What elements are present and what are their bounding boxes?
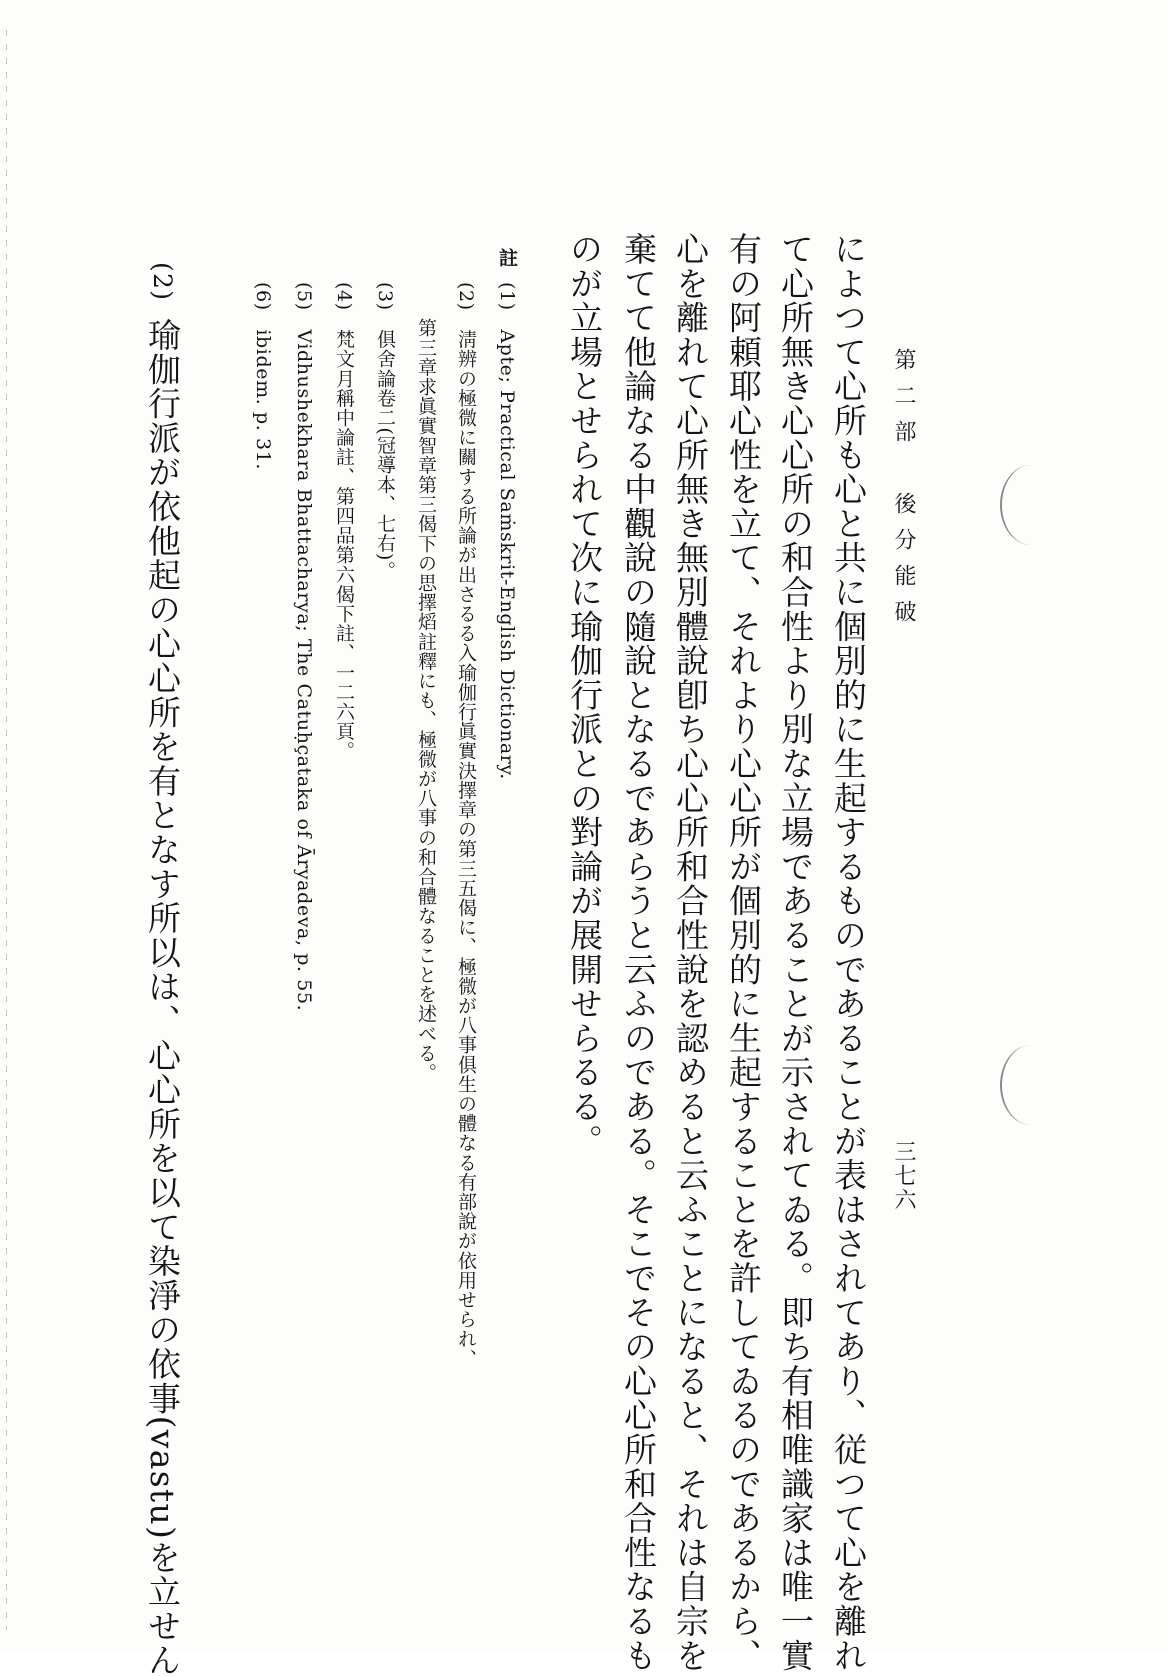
note-text: 梵文月稱中論註、第四品第六偈下註、一二六頁。 [333, 329, 355, 761]
body-line: によつて心所も心と共に個別的に生起するものであることが表はされてあり、従つて心を離れ [829, 232, 868, 1673]
note-text: 淸辨の極微に關する所論が出さるる入瑜伽行眞實決擇章の第三五偈に、極微が八事俱生の體なる有部說が依用せられ、 [455, 329, 477, 1369]
body-line: のが立場とせられて次に瑜伽行派との對論が展開せらるる。 [565, 232, 604, 1159]
note-number: (1) [496, 282, 518, 311]
margin-punch-mark [1000, 465, 1062, 545]
note-text: Vidhushekhara Bhattacharya; The Catuḥçataka of Āryadeva, p. 55. [293, 329, 315, 1012]
page-number: 三七六 [891, 1140, 916, 1212]
body-line: 棄てて他論なる中觀說の隨說となるであらうと云ふのである。そこでその心心所和合性なるも [619, 232, 658, 1673]
running-title: 第二部 後分能破 [891, 348, 916, 636]
section-marker: (2) [148, 262, 177, 302]
body-line: て心所無き心心所の和合性より別な立場であることが示されてゐる。即ち有相唯識家は唯一實 [776, 232, 815, 1673]
note-item [294, 282, 313, 1011]
note-item [497, 282, 516, 780]
note-text: Apte; Practical Saṁskrit-English Dictionary. [496, 329, 518, 780]
section-first-line: 瑜伽行派が依他起の心心所を有となす所以は、心心所を以て染淨の依事(vastu)を立せん [143, 318, 182, 1677]
note-item [334, 282, 353, 761]
scan-binding-edge [6, 30, 7, 1630]
body-line: 心を離れて心所無き無別體說卽ち心心所和合性說を認めると云ふことになると、それは自宗を [671, 232, 710, 1673]
note-text: ibidem. p. 31. [252, 329, 274, 471]
body-line: 有の阿頼耶心性を立て、それより心心所が個別的に生起することを許してゐるのであるから、 [724, 232, 763, 1673]
note-text: 俱舍論卷二(冠導本、七右)。 [374, 329, 396, 581]
note-number: (3) [374, 282, 396, 311]
note-text: 第三章求眞實智章第三偈下の思擇熖註釋にも、極微が八事の和合體なることを述べる。 [415, 318, 437, 1083]
note-item [253, 282, 272, 470]
note-item [456, 282, 475, 1368]
note-item [375, 282, 394, 581]
note-number: (2) [455, 282, 477, 311]
margin-punch-mark [1000, 1045, 1062, 1125]
note-number: (4) [333, 282, 355, 311]
note-number: (5) [293, 282, 315, 311]
note-number: (6) [252, 282, 274, 311]
note-continuation [416, 318, 435, 1082]
notes-heading: 註 [496, 248, 518, 267]
